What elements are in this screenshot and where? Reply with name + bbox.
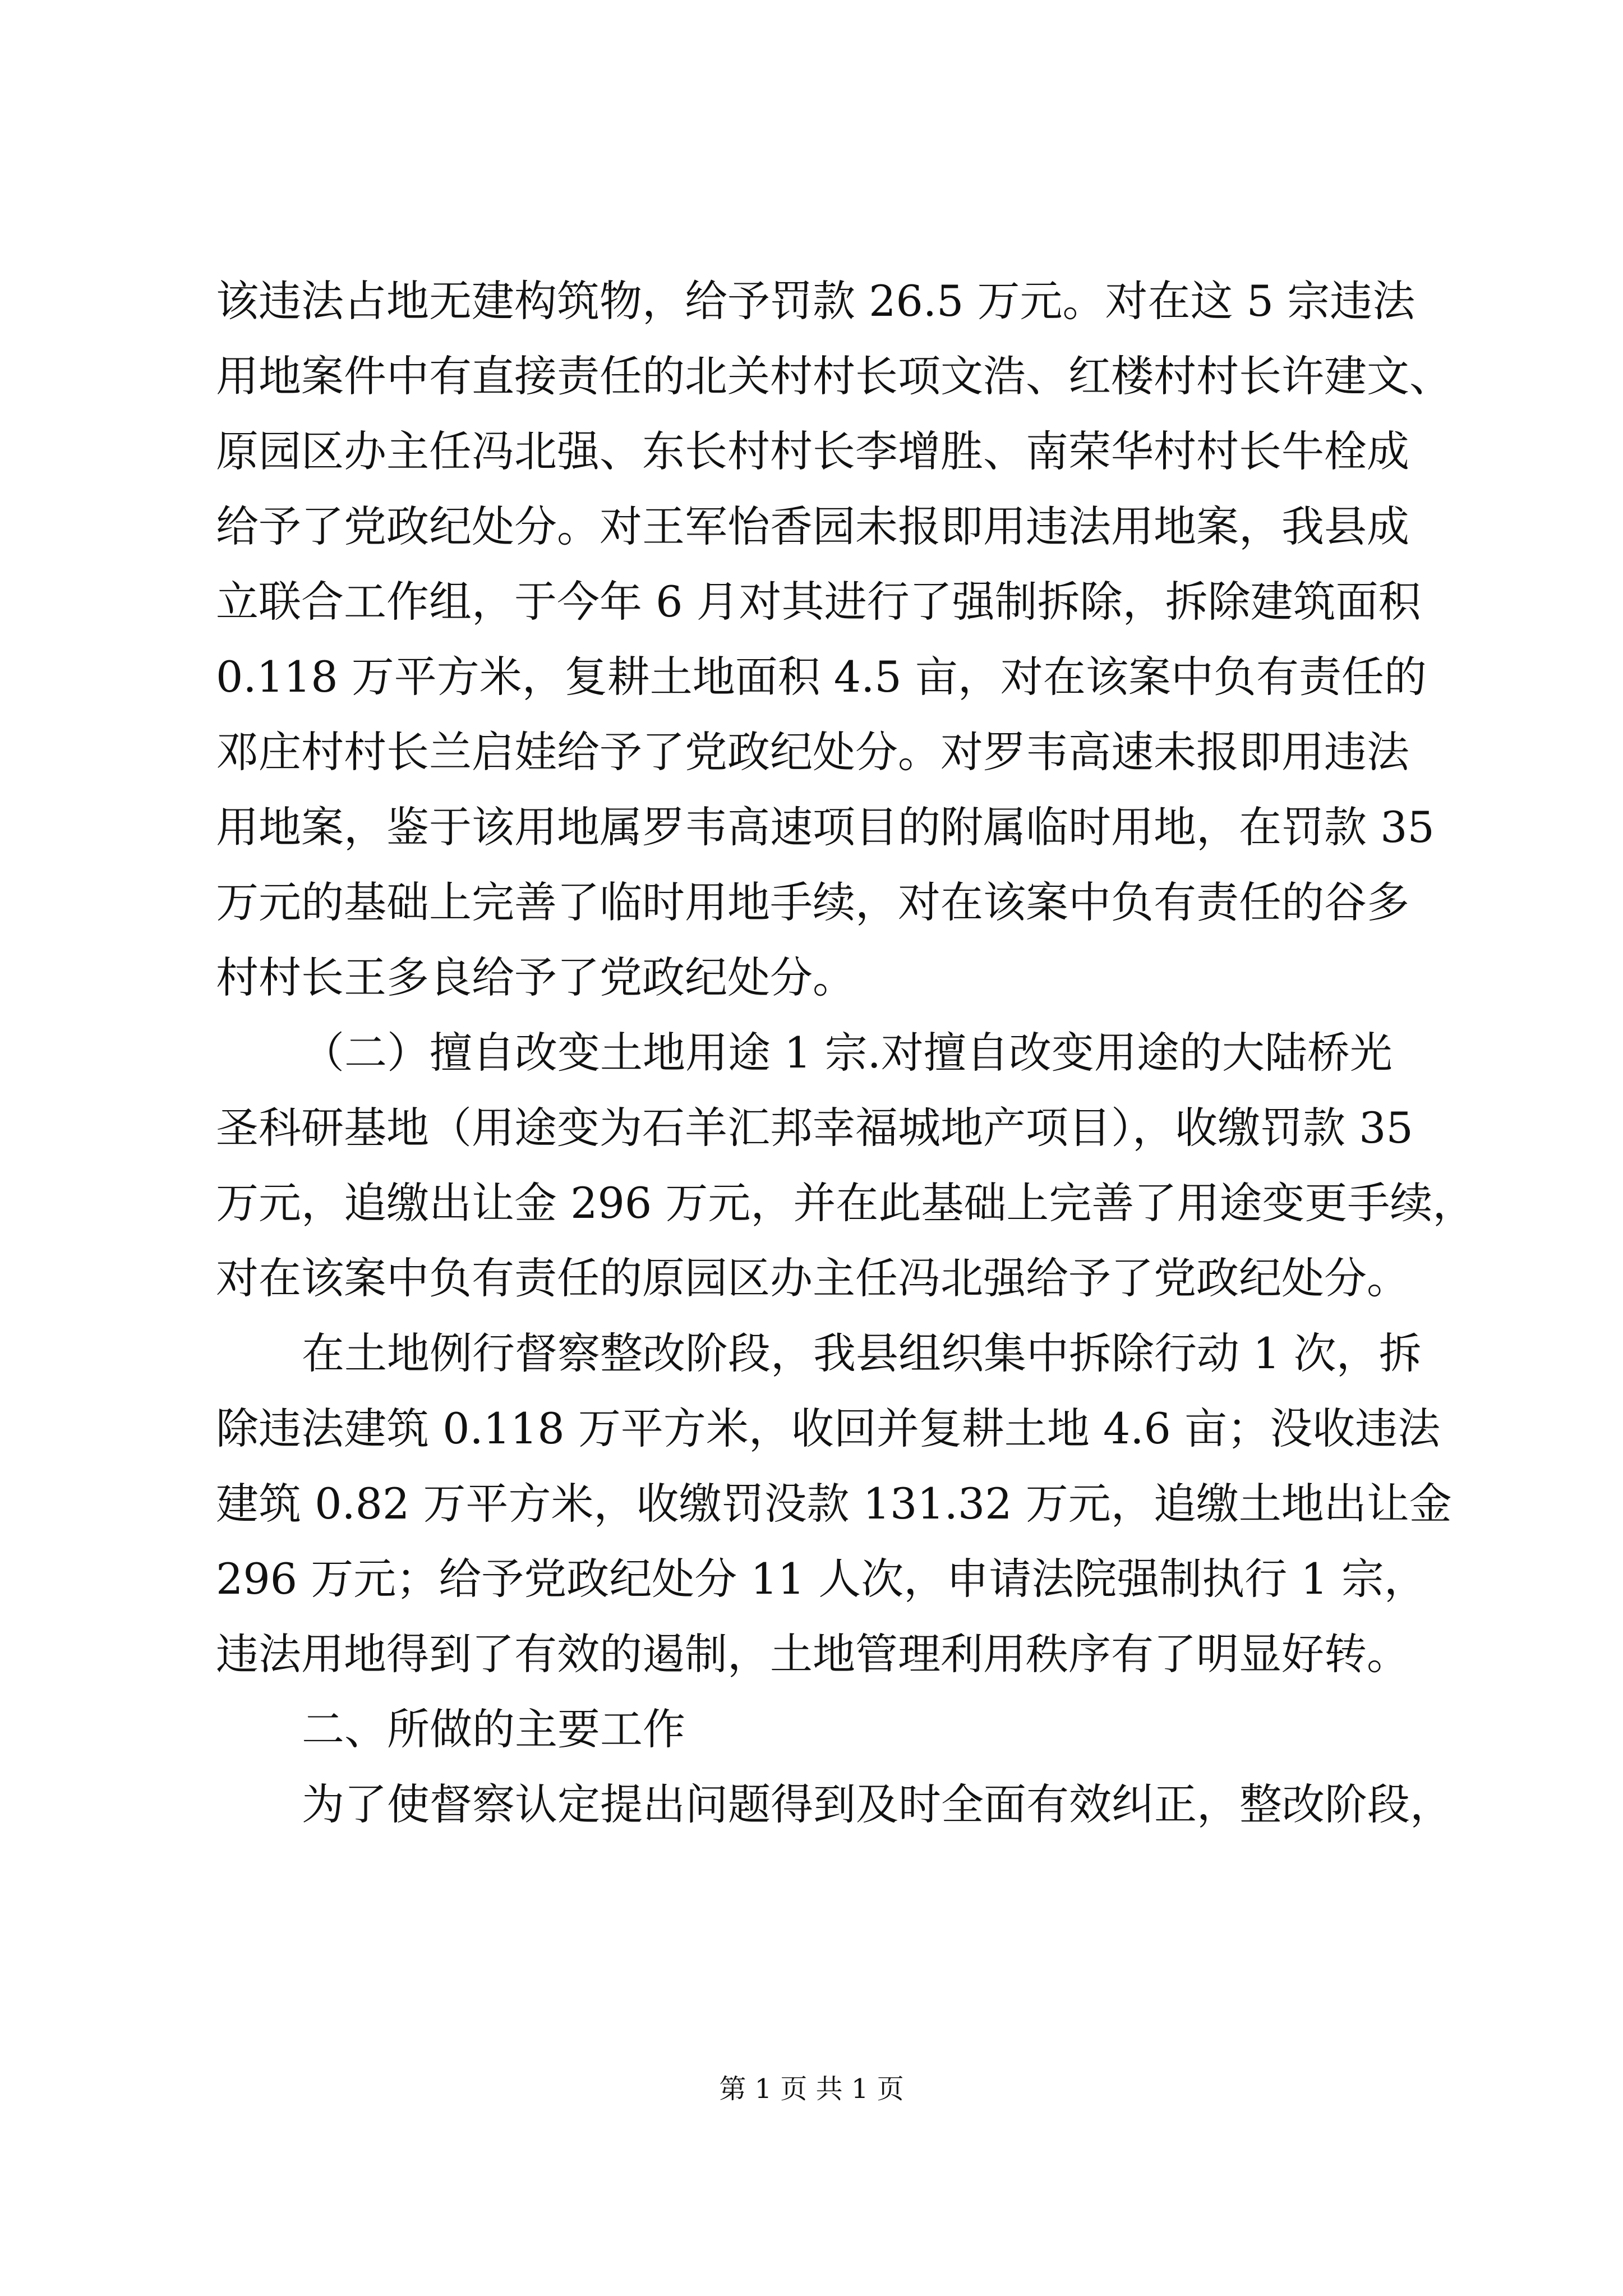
text-line: 给予了党政纪处分。对王军怡香园未报即用违法用地案，我县成 xyxy=(216,501,1409,551)
text-line: 违法用地得到了有效的遏制，土地管理利用秩序有了明显好转。 xyxy=(216,1629,1409,1679)
text-line: 除违法建筑 0.118 万平方米，收回并复耕土地 4.6 亩；没收违法 xyxy=(216,1404,1441,1453)
document-body xyxy=(216,264,1483,1842)
text-line: 296 万元；给予党政纪处分 11 人次，申请法院强制执行 1 宗， xyxy=(216,1554,1427,1604)
text-line: 邓庄村村长兰启娃给予了党政纪处分。对罗韦高速未报即用违法 xyxy=(216,727,1409,777)
text-line: 万元，追缴出让金 296 万元，并在此基础上完善了用途变更手续， xyxy=(216,1178,1476,1228)
paragraph-start-line: 在土地例行督察整改阶段，我县组织集中拆除行动 1 次，拆 xyxy=(302,1328,1422,1378)
text-line: 村村长王多良给予了党政纪处分。 xyxy=(216,953,855,1002)
paragraph-start-line: 为了使督察认定提出问题得到及时全面有效纠正，整改阶段， xyxy=(302,1779,1453,1829)
text-line: 用地案，鉴于该用地属罗韦高速项目的附属临时用地，在罚款 35 xyxy=(216,802,1435,852)
text-line: 0.118 万平方米，复耕土地面积 4.5 亩，对在该案中负有责任的 xyxy=(216,652,1427,702)
text-line: 万元的基础上完善了临时用地手续，对在该案中负有责任的谷多 xyxy=(216,877,1409,927)
text-line: 圣科研基地（用途变为石羊汇邦幸福城地产项目），收缴罚款 35 xyxy=(216,1103,1413,1153)
section-heading: 二、所做的主要工作 xyxy=(302,1704,685,1754)
text-line: 原园区办主任冯北强、东长村村长李增胜、南荣华村村长牛栓成 xyxy=(216,426,1409,476)
text-line: 该违法占地无建构筑物，给予罚款 26.5 万元。对在这 5 宗违法 xyxy=(216,276,1415,326)
paragraph-start-line: （二）擅自改变土地用途 1 宗.对擅自改变用途的大陆桥光 xyxy=(302,1028,1393,1078)
page-footer: 第 1 页 共 1 页 xyxy=(719,2073,904,2105)
text-line: 建筑 0.82 万平方米，收缴罚没款 131.32 万元，追缴土地出让金 xyxy=(216,1479,1452,1529)
text-line: 立联合工作组，于今年 6 月对其进行了强制拆除，拆除建筑面积 xyxy=(216,577,1421,627)
text-line: 用地案件中有直接责任的北关村村长项文浩、红楼村村长许建文、 xyxy=(216,351,1452,401)
text-line: 对在该案中负有责任的原园区办主任冯北强给予了党政纪处分。 xyxy=(216,1253,1409,1303)
